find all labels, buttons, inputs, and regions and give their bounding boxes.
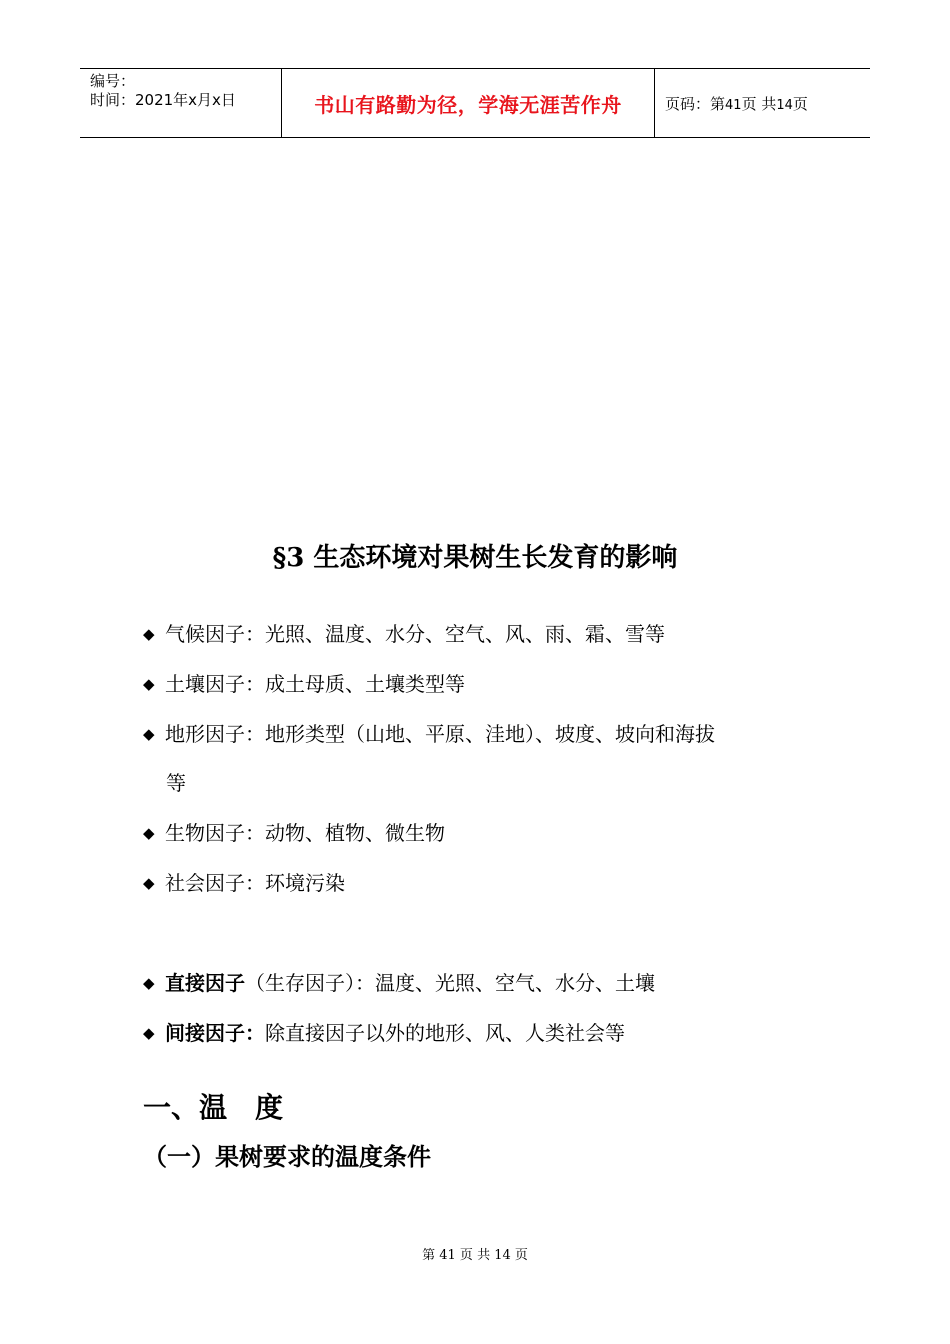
diamond-bullet-icon: ◆: [143, 874, 155, 892]
direct-factors-text: （生存因子）：温度、光照、空气、水分、土壤: [245, 971, 655, 995]
page-current: 41: [725, 97, 742, 113]
diamond-bullet-icon: ◆: [143, 1024, 155, 1042]
list-item-climate: [143, 620, 665, 648]
page-label: 页码：第: [665, 94, 726, 113]
diamond-bullet-icon: ◆: [143, 974, 155, 992]
header-page-cell: [655, 69, 870, 137]
list-item-terrain-continuation: 等: [166, 771, 186, 795]
diamond-bullet-icon: ◆: [143, 725, 155, 743]
direct-factors-label: 直接因子: [165, 971, 245, 995]
page-header: [80, 68, 870, 138]
header-motto-cell: [281, 69, 655, 137]
serial-label: 编号：: [90, 72, 136, 90]
page-mid: 页 共: [741, 94, 777, 113]
list-item-text: 土壤因子：成土母质、土壤类型等: [165, 672, 465, 696]
diamond-bullet-icon: ◆: [143, 675, 155, 693]
page-end: 页: [792, 94, 808, 113]
list-item-indirect-factors: [143, 1019, 625, 1047]
page-total: 14: [776, 97, 793, 113]
page-title: §3 生态环境对果树生长发育的影响: [272, 543, 678, 573]
subsection-heading: （一）果树要求的温度条件: [143, 1143, 431, 1171]
list-item-soil: [143, 670, 465, 698]
list-item-social: [143, 869, 345, 897]
list-item-text: 生物因子：动物、植物、微生物: [165, 821, 445, 845]
list-item-direct-factors: [143, 969, 655, 997]
page-info: [655, 93, 808, 114]
list-item-terrain: [143, 720, 715, 748]
time-label: 时间：2021年x月x日: [90, 91, 236, 109]
indirect-factors-label: 间接因子：: [165, 1021, 265, 1045]
indirect-factors-text: 除直接因子以外的地形、风、人类社会等: [265, 1021, 625, 1045]
list-item-text: 社会因子：环境污染: [165, 871, 345, 895]
list-item-biological: [143, 819, 445, 847]
page-footer: 第 41 页 共 14 页: [422, 1248, 528, 1263]
list-item-text: 气候因子：光照、温度、水分、空气、风、雨、霜、雪等: [165, 622, 665, 646]
header-left-cell: [80, 69, 281, 137]
motto: 书山有路勤为径，学海无涯苦作舟: [314, 92, 622, 117]
diamond-bullet-icon: ◆: [143, 625, 155, 643]
section-heading: 一、温 度: [143, 1091, 284, 1124]
diamond-bullet-icon: ◆: [143, 824, 155, 842]
list-item-text: 地形因子：地形类型（山地、平原、洼地）、坡度、坡向和海拔: [165, 722, 715, 746]
